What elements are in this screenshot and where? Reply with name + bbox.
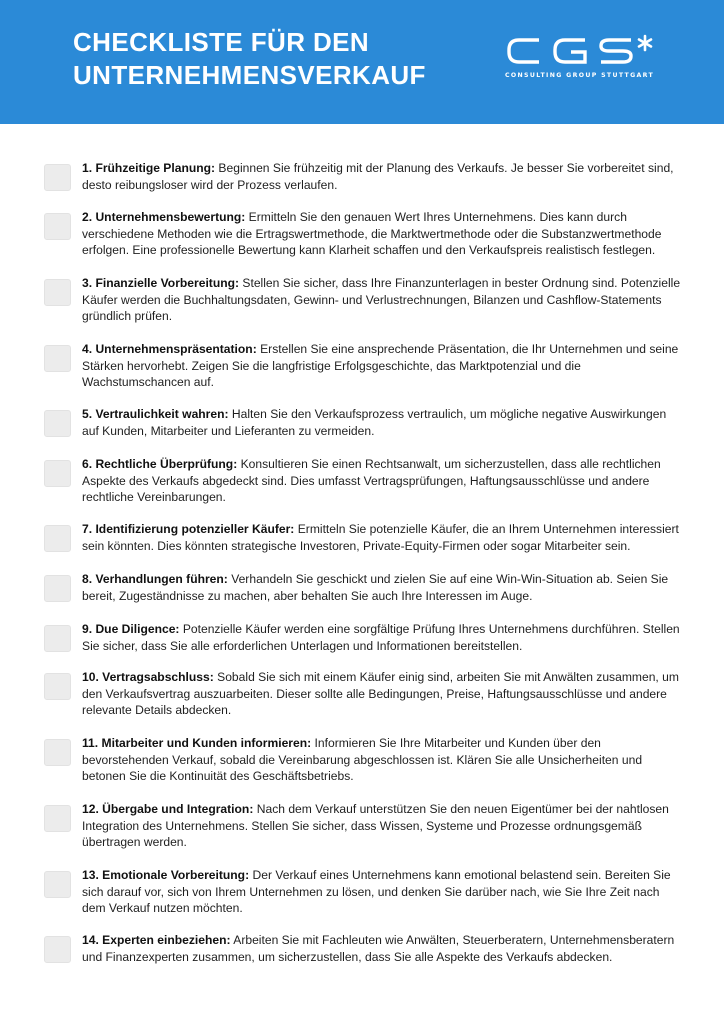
checklist-item-text [82,669,682,719]
checkbox[interactable] [44,213,71,240]
checklist-item-description: Sobald Sie sich mit einem Käufer einig sind, arbeiten Sie mit Anwälten zusammen, um den Verkaufsvertrag auszuarbeiten. Dieser sollte alle Bedingungen, Preise, Haftungsausschlüsse und andere relevante Details abdecken. [82,670,679,718]
checklist-item-title: 9. Due Diligence: [82,622,180,636]
checklist-item-title: 2. Unternehmensbewertung: [82,210,246,224]
checklist-item-text [82,571,682,604]
checklist-item-title: 3. Finanzielle Vorbereitung: [82,276,240,290]
checklist-item-title: 5. Vertraulichkeit wahren: [82,407,229,421]
checklist-item-description: Ermitteln Sie potenzielle Käufer, die an Ihrem Unternehmen interessiert sein könnten. Dies könnten strategische Investoren, Private-Equity-Firmen oder sogar Mitarbeiter sein. [82,522,679,553]
checklist-item-description: Ermitteln Sie den genauen Wert Ihres Unternehmens. Dies kann durch verschiedene Methoden wie die Ertragswertmethode, die Marktwertmethode oder die Substanzwertmethode erfolgen. Eine professionelle Bewertung kann Klarheit schaffen und den Verkaufspreis realistisch festlegen. [82,210,662,258]
checklist-item-description: Der Verkauf eines Unternehmens kann emotional belastend sein. Bereiten Sie sich darauf vor, sich von Ihrem Unternehmen zu lösen, und denken Sie darüber nach, wie Sie Ihre Zeit nach dem Verkauf nutzen möchten. [82,868,671,916]
checklist-item-title: 8. Verhandlungen führen: [82,572,228,586]
checklist-item-description: Potenzielle Käufer werden eine sorgfältige Prüfung Ihres Unternehmens durchführen. Stellen Sie sicher, dass Sie alle erforderlichen Unterlagen und Informationen bereitstellen. [82,622,680,653]
company-logo [505,34,655,86]
checklist-item-text [82,456,682,506]
logo-subtitle: CONSULTING GROUP STUTTGART [505,72,655,79]
checkbox[interactable] [44,410,71,437]
checkbox[interactable] [44,279,71,306]
checklist-item-description: Nach dem Verkauf unterstützen Sie den neuen Eigentümer bei der nahtlosen Integration des Unternehmens. Stellen Sie sicher, dass Wissen, Systeme und Prozesse ordnungsgemäß übertragen werden. [82,802,669,850]
checklist-item-title: 4. Unternehmenspräsentation: [82,342,257,356]
checklist-item-description: Erstellen Sie eine ansprechende Präsentation, die Ihr Unternehmen und seine Stärken hervorhebt. Zeigen Sie die langfristige Erfolgsgeschichte, das Marktpotenzial und die Wachstumschancen auf. [82,342,679,390]
checklist-item-title: 13. Emotionale Vorbereitung: [82,868,250,882]
checkbox[interactable] [44,871,71,898]
checklist-item-description: Verhandeln Sie geschickt und zielen Sie auf eine Win-Win-Situation ab. Seien Sie bereit, Zugeständnisse zu machen, aber behalten Sie auch Ihre Interessen im Auge. [82,572,669,603]
checklist-item-title: 1. Frühzeitige Planung: [82,161,216,175]
checkbox[interactable] [44,164,71,191]
checkbox[interactable] [44,460,71,487]
checklist-item-text [82,932,682,965]
checklist-item-text [82,621,682,654]
page-title-line1: CHECKLISTE FÜR DEN [73,27,370,57]
checklist-item-title: 14. Experten einbeziehen: [82,933,231,947]
checkbox[interactable] [44,673,71,700]
checklist-item-description: Halten Sie den Verkaufsprozess vertraulich, um mögliche negative Auswirkungen auf Kunden, Mitarbeiter und Lieferanten zu vermeiden. [82,407,667,438]
page-title [73,26,426,92]
checklist-item-title: 6. Rechtliche Überprüfung: [82,457,238,471]
checklist-item-text [82,406,682,439]
checklist-item-title: 11. Mitarbeiter und Kunden informieren: [82,736,312,750]
checkbox[interactable] [44,739,71,766]
checklist-item-text [82,801,682,851]
checkbox[interactable] [44,625,71,652]
checklist-item-text [82,275,682,325]
checklist-item-title: 12. Übergabe und Integration: [82,802,254,816]
checkbox[interactable] [44,575,71,602]
checklist-item-title: 10. Vertragsabschluss: [82,670,214,684]
checkbox[interactable] [44,345,71,372]
header-banner [0,0,724,124]
checklist-item-text [82,209,682,259]
logo-cgs-mark [505,34,655,68]
checklist-item-text [82,521,682,554]
checklist-item-description: Stellen Sie sicher, dass Ihre Finanzunterlagen in bester Ordnung sind. Potenzielle Käufer werden die Buchhaltungsdaten, Gewinn- und Verlustrechnungen, Bilanzen und Cashflow-Statements gründlich prüfen. [82,276,681,324]
checklist-item-description: Arbeiten Sie mit Fachleuten wie Anwälten, Steuerberatern, Unternehmensberatern und Finanzexperten zusammen, um sicherzustellen, dass Sie alle Aspekte des Verkaufs abdecken. [82,933,675,964]
checklist-item-text [82,867,682,917]
page-title-line2: UNTERNEHMENSVERKAUF [73,60,426,90]
checkbox[interactable] [44,805,71,832]
checklist-item-description: Konsultieren Sie einen Rechtsanwalt, um sicherzustellen, dass alle rechtlichen Aspekte des Verkaufs abgedeckt sind. Dies umfasst Vertragsprüfungen, Haftungsausschlüsse und andere rechtliche Vereinbarungen. [82,457,661,505]
checklist-item-text [82,735,682,785]
checklist-item-description: Beginnen Sie frühzeitig mit der Planung des Verkaufs. Je besser Sie vorbereitet sind, desto reibungsloser wird der Prozess verlaufen. [82,161,674,192]
checklist-item-title: 7. Identifizierung potenzieller Käufer: [82,522,295,536]
checklist-item-text [82,341,682,391]
checklist-item-description: Informieren Sie Ihre Mitarbeiter und Kunden über den bevorstehenden Verkauf, sobald die Vereinbarung abgeschlossen ist. Klären Sie alle Unsicherheiten und betonen Sie die Kontinuität des Geschäftsbetriebs. [82,736,643,784]
checklist-item-text [82,160,682,193]
checkbox[interactable] [44,525,71,552]
checkbox[interactable] [44,936,71,963]
